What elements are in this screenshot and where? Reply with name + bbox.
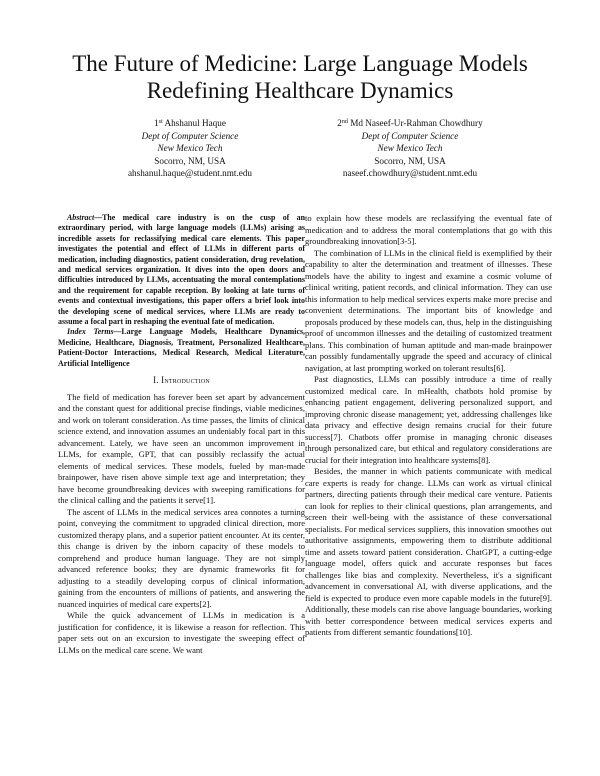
paragraph: The ascent of LLMs in the medical services area connotes a turning point, conveying the commitment to upgraded clinical direction, more customized therapy plans, and a superior patient encounter. At its center, this change is driven by the inborn capacity of these models to comprehend and produce human language. They are not simply advanced reference books; they are dynamic frameworks fit for adjusting to a steadily developing corpus of clinical information, gaining from the encounters of millions of patients, and answering the nuanced inquiries of medical care experts[2]. [58, 506, 305, 609]
index-terms-text: —Large Language Models, Healthcare Dynamics, Medicine, Healthcare, Diagnosis, Treatment, Personalized Healthcare, Patient-Doctor Interactions, Medical Research, Medical Literature, Artificial Intelligence [58, 327, 305, 368]
author-block-1 [70, 117, 310, 180]
author-email: naseef.chowdhury@student.nmt.edu [342, 168, 478, 179]
author-block-2 [290, 117, 530, 180]
right-column [305, 213, 552, 639]
author-location: Socorro, NM, USA [154, 155, 226, 166]
author-name: 2nd Md Naseef-Ur-Rahman Chowdhury [337, 118, 483, 128]
author-dept: Dept of Computer Science [361, 130, 459, 141]
abstract-label: Abstract [67, 213, 95, 222]
paragraph: Besides, the manner in which patients communicate with medical care experts is ready for change. LLMs can work as virtual clinical partners, directing patients through their medical care venture. Patients can look for replies to their clinical questions, plan arrangements, and screen their well-being with the assistance of these conversational specialists. For medical services suppliers, this innovation smoothes out authoritative assignments, empowering them to distribute additional time and assets toward patient consideration. ChatGPT, a cutting-edge language model, offers quick and accurate responses but faces challenges like bias and complexity. Nevertheless, it's a significant advancement in conversational AI, with diverse applications, and the field is expected to produce even more capable models in the future[9]. Additionally, these models can rise above language boundaries, working with better correspondence between medical services experts and patients from different semantic foundations[10]. [305, 466, 552, 637]
paragraph: to explain how these models are reclassifying the eventual fate of medication and to address the moral contemplations that go with this groundbreaking innovation[3-5]. [305, 213, 552, 246]
paper-title [30, 50, 570, 104]
index-terms-label: Index Terms [67, 327, 114, 337]
paragraph: The combination of LLMs in the clinical field is exemplified by their capability to alter the determination and treatment of illnesses. These models have the ability to ingest and examine a cosmic volume of clinical writing, patient records, and clinical information. They can use this information to help medical services experts make more precise and convenient determinations. The important bits of knowledge and proposals produced by these models can, thus, help in the distinguishing proof of uncommon illnesses and the detailing of customized treatment plans. This combination of human aptitude and man-made brainpower can possibly fundamentally upgrade the speed and accuracy of clinical navigation, at last prompting worked on tolerant results[6]. [305, 247, 552, 373]
paragraph: The field of medication has forever been set apart by advancement and the constant quest for additional precise findings, viable medicines, and work on tolerant consideration. As time passes, the limits of clinical science extend, and innovation assumes an undeniably focal part in this advancement. Lately, we have seen an uncommon improvement in LLMs, for example, GPT, that can possibly reclassify the actual elements of medical services. These models, fueled by man-made brainpower, have risen above simple text age and interpretation; they have become groundbreaking devices with sweeping ramifications for the clinical calling and the patients it serve[1]. [58, 391, 305, 506]
section-heading-introduction: I. Introduction [153, 375, 210, 386]
author-email: ahshanul.haque@student.nmt.edu [127, 168, 253, 179]
author-org: New Mexico Tech [377, 143, 443, 154]
author-org: New Mexico Tech [157, 143, 223, 154]
abstract [58, 213, 305, 327]
title-line-2: Redefining Healthcare Dynamics [146, 78, 454, 103]
author-name: 1st Ahshanul Haque [154, 118, 226, 128]
left-column [58, 213, 305, 656]
author-location: Socorro, NM, USA [374, 155, 446, 166]
paragraph: Past diagnostics, LLMs can possibly introduce a time of really customized medical care. In mHealth, chatbots hold promise by enhancing patient engagement, delivering personalized support, and improving chronic disease management; yet, addressing challenges like data privacy and effective design remains crucial for their future success[7]. Chatbots offer promise in managing chronic diseases through personalized care, but ethical and regulatory considerations are crucial for their integration into healthcare systems[8]. [305, 374, 552, 465]
abstract-text: —The medical care industry is on the cusp of an extraordinary period, with large language models (LLMs) arising as incredible assets for reclassifying medical care elements. This paper investigates the potential and effect of LLMs in different parts of medication, including diagnostics, patient consideration, drug revelation, and medical services organization. It dives into the open doors and difficulties introduced by LLMs, accentuating the moral contemplations and the requirement for capable reception. By looking at late turns of events and contextual investigations, this paper offers a brief look into the developing scene of medical services, where LLMs are ready to assume a focal part in reshaping the eventual fate of medication. [58, 213, 305, 327]
title-line-1: The Future of Medicine: Large Language Models [72, 51, 528, 76]
author-dept: Dept of Computer Science [141, 130, 239, 141]
paragraph: While the quick advancement of LLMs in medication is a justification for confidence, it is likewise a reason for reflection. This paper sets out on an excursion to investigate the sweeping effect of LLMs on the medical care scene. We want [58, 610, 305, 655]
index-terms [58, 327, 305, 369]
